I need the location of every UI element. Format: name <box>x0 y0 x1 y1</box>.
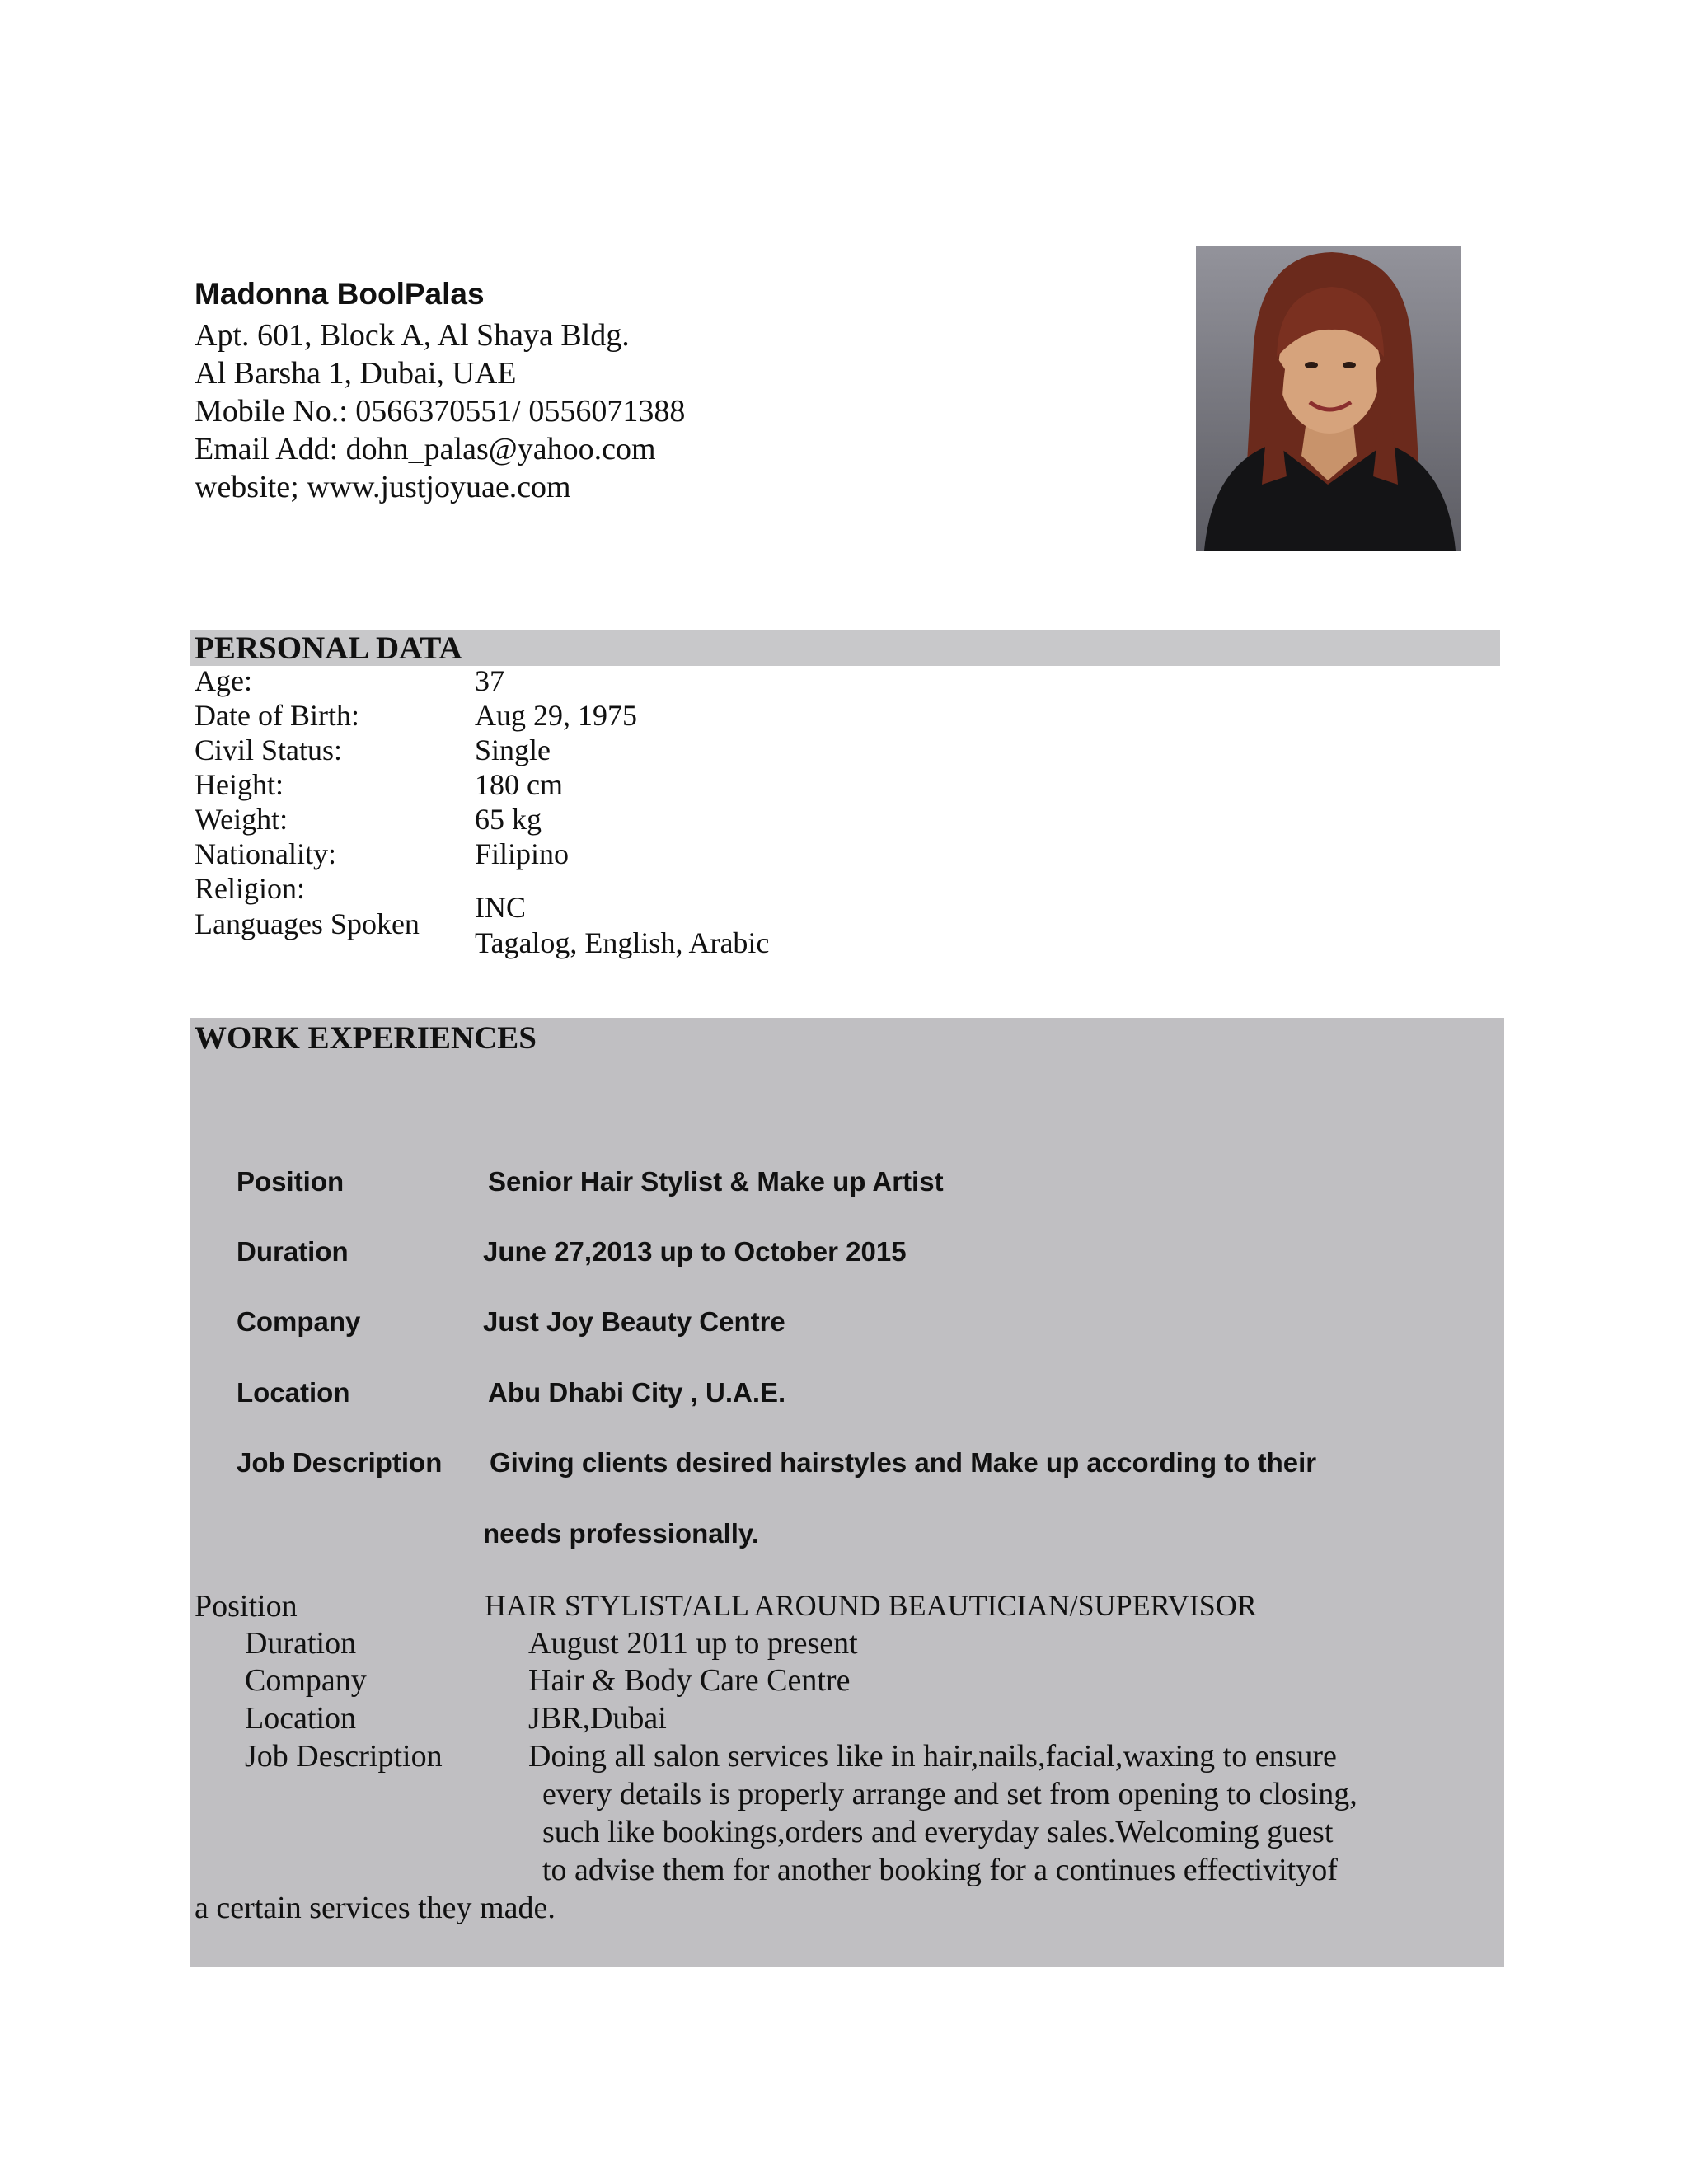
job1-description-label: Job Description <box>237 1447 443 1478</box>
civil-status-label: Civil Status: <box>195 733 343 766</box>
nationality-value: Filipino <box>475 837 570 870</box>
job2-position: HAIR STYLIST/ALL AROUND BEAUTICIAN/SUPERVISOR <box>485 1589 1257 1622</box>
job2-duration-label: Duration <box>245 1626 357 1661</box>
job2-description-line-1: Doing all salon services like in hair,nails,facial,waxing to ensure <box>528 1739 1337 1774</box>
job1-position: Senior Hair Stylist & Make up Artist <box>488 1166 944 1197</box>
languages-label: Languages Spoken <box>195 907 420 940</box>
age-value: 37 <box>475 664 504 697</box>
job2-description-line-3: such like bookings,orders and everyday sales.Welcoming guest <box>542 1815 1334 1849</box>
mobile-number: Mobile No.: 0566370551/ 0556071388 <box>195 394 686 429</box>
job2-company: Hair & Body Care Centre <box>528 1663 851 1698</box>
job2-location: JBR,Dubai <box>528 1701 667 1736</box>
website: website; www.justjoyuae.com <box>195 470 571 504</box>
job1-duration-label: Duration <box>237 1236 349 1267</box>
job1-location: Abu Dhabi City , U.A.E. <box>488 1377 786 1408</box>
work-experience-title: WORK EXPERIENCES <box>195 1020 537 1056</box>
job2-duration: August 2011 up to present <box>528 1626 858 1661</box>
address-line-2: Al Barsha 1, Dubai, UAE <box>195 356 517 391</box>
job1-location-label: Location <box>237 1377 350 1408</box>
height-value: 180 cm <box>475 768 563 801</box>
profile-photo <box>1196 246 1461 551</box>
religion-label: Religion: <box>195 872 305 905</box>
weight-label: Weight: <box>195 803 288 836</box>
languages-value: Tagalog, English, Arabic <box>475 926 770 959</box>
job2-position-label: Position <box>195 1589 298 1624</box>
address-line-1: Apt. 601, Block A, Al Shaya Bldg. <box>195 318 630 353</box>
job2-company-label: Company <box>245 1663 367 1698</box>
dob-label: Date of Birth: <box>195 699 359 732</box>
job1-company: Just Joy Beauty Centre <box>483 1306 785 1337</box>
age-label: Age: <box>195 664 252 697</box>
job1-position-label: Position <box>237 1166 345 1197</box>
religion-value: INC <box>475 891 526 924</box>
job2-location-label: Location <box>245 1701 357 1736</box>
weight-value: 65 kg <box>475 803 542 836</box>
applicant-name: Madonna BoolPalas <box>195 277 485 311</box>
job1-description-line-2: needs professionally. <box>483 1518 759 1549</box>
job2-description-line-5: a certain services they made. <box>195 1891 556 1925</box>
job2-description-line-2: every details is properly arrange and set from opening to closing, <box>542 1777 1357 1811</box>
email-address: Email Add: dohn_palas@yahoo.com <box>195 432 656 466</box>
job1-duration: June 27,2013 up to October 2015 <box>483 1236 907 1267</box>
height-label: Height: <box>195 768 284 801</box>
personal-data-title: PERSONAL DATA <box>195 630 462 666</box>
nationality-label: Nationality: <box>195 837 336 870</box>
job1-company-label: Company <box>237 1306 361 1337</box>
dob-value: Aug 29, 1975 <box>475 699 637 732</box>
civil-status-value: Single <box>475 733 551 766</box>
job1-description-line-1: Giving clients desired hairstyles and Make up according to their <box>490 1447 1317 1478</box>
job2-description-line-4: to advise them for another booking for a continues effectivityof <box>542 1853 1338 1887</box>
job2-description-label: Job Description <box>245 1739 443 1774</box>
